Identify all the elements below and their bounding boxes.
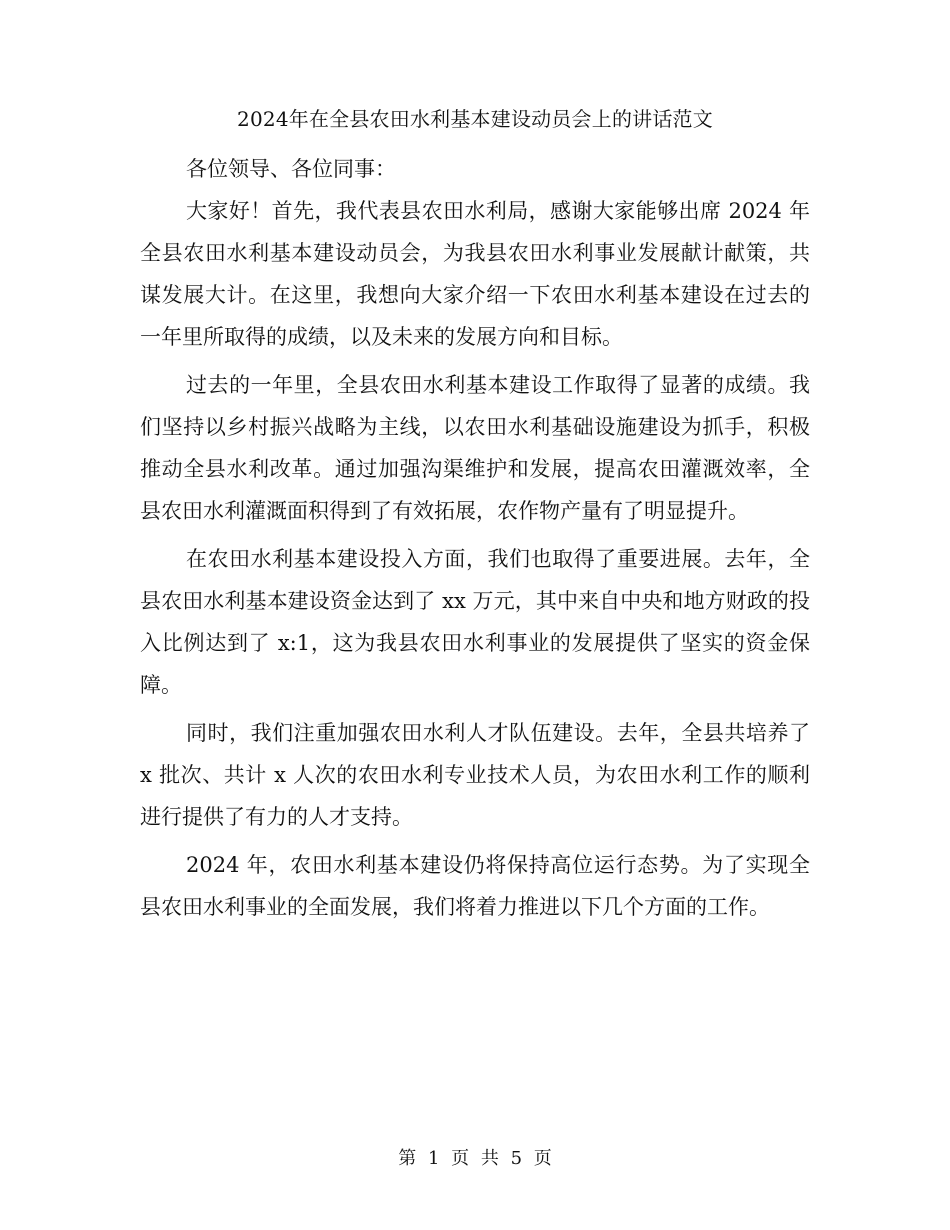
paragraph-2: 过去的一年里，全县农田水利基本建设工作取得了显著的成绩。我们坚持以乡村振兴战略为主线，以农田水利基础设施建设为抓手，积极推动全县水利改革。通过加强沟渠维护和发展，提高农田灌溉效率，全县农田水利灌溉面积得到了有效拓展，农作物产量有了明显提升。: [140, 373, 810, 523]
document-body: [140, 148, 810, 928]
document-title: 2024年在全县农田水利基本建设动员会上的讲话范文: [237, 107, 713, 131]
paragraph-4: 同时，我们注重加强农田水利人才队伍建设。去年，全县共培养了 x 批次、共计 x 人次的农田水利专业技术人员，为农田水利工作的顺利进行提供了有力的人才支持。: [140, 721, 810, 829]
paragraph-5: 2024 年，农田水利基本建设仍将保持高位运行态势。为了实现全县农田水利事业的全面发展，我们将着力推进以下几个方面的工作。: [140, 853, 810, 919]
paragraph-3: 在农田水利基本建设投入方面，我们也取得了重要进展。去年，全县农田水利基本建设资金达到了 xx 万元，其中来自中央和地方财政的投入比例达到了 x:1，这为我县农田水利事业的发展提供了坚实的资金保障。: [140, 547, 810, 697]
page-number-footer: 第 1 页 共 5 页: [398, 1148, 552, 1169]
salutation: 各位领导、各位同事：: [186, 157, 396, 181]
paragraph-1: 大家好！首先，我代表县农田水利局，感谢大家能够出席 2024 年全县农田水利基本建设动员会，为我县农田水利事业发展献计献策，共谋发展大计。在这里，我想向大家介绍一下农田水利基本建设在过去的一年里所取得的成绩，以及未来的发展方向和目标。: [140, 199, 810, 349]
